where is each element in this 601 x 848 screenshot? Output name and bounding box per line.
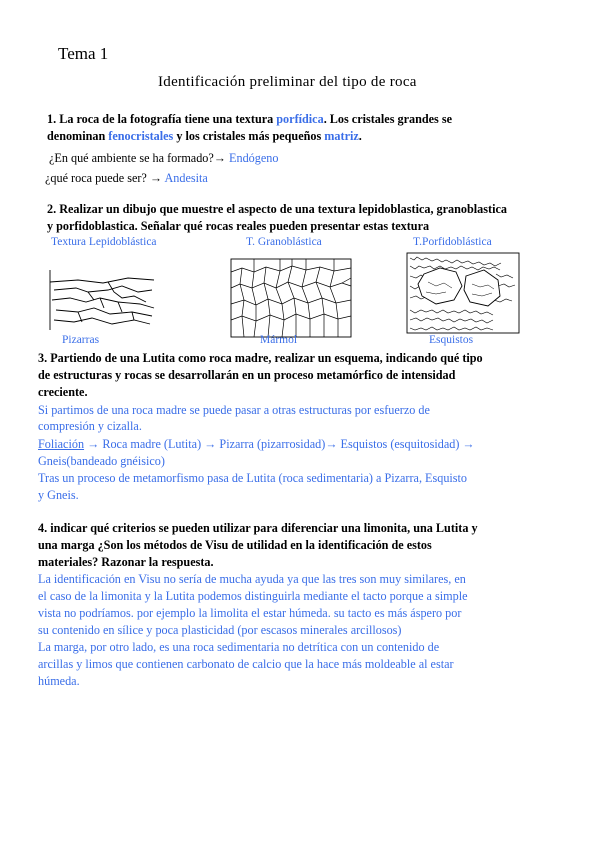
q1-ask-environment: ¿En qué ambiente se ha formado?→ Endógeno [49,151,279,165]
q4-answer-line-3: vista no podríamos. por ejemplo la limolita el estar húmeda. su tacto es más áspero por [38,606,462,620]
q3-foliation-chain: Foliación → Roca madre (Lutita) → Pizarra (pizarrosidad)→ Esquistos (esquitosidad) → [38,437,475,451]
q4-answer-line-7: húmeda. [38,674,80,688]
page-title: Identificación preliminar del tipo de roca [158,74,417,90]
q3-answer-line-3: Tras un proceso de metamorfismo pasa de Lutita (roca sedimentaria) a Pizarra, Esquisto [38,471,468,485]
q4-answer-line-5: La marga, por otro lado, es una roca sedimentaria no detrítica con un contenido de [38,640,440,654]
q4-answer-line-6: arcillas y limos que contienen carbonato de calcio que la hace más moldeable al estar [38,657,454,671]
q1-ask-rock: ¿qué roca puede ser? → Andesita [45,171,208,185]
section-heading: Tema 1 [58,44,109,63]
q4-line-3: materiales? Razonar la respuesta. [38,555,214,569]
q1-line-1: 1. La roca de la fotografía tiene una textura porfídica. Los cristales grandes se [47,112,452,126]
q4-answer-line-2: el caso de la limonita y la Lutita podemos distinguirla mediante el tacto porque a simple [38,589,468,603]
lepidoblastic-sketch-icon [48,268,156,332]
rock-label-marmol: Mármol [260,334,298,346]
rock-label-esquistos: Esquistos [429,334,474,346]
q4-answer-line-4: su contenido en sílice y poca plasticidad (por escasos minerales arcillosos) [38,623,402,637]
q3-answer-line-4: y Gneis. [38,488,79,502]
q3-line-3: creciente. [38,385,88,399]
q4-line-2: una marga ¿Son los métodos de Visu de utilidad en la identificación de estos [38,538,432,552]
q3-line-2: de estructuras y rocas se desarrollarán en un proceso metamórfico de intensidad [38,368,456,382]
q2-line-1: 2. Realizar un dibujo que muestre el aspecto de una textura lepidoblastica, granoblastica [47,202,507,216]
granoblastic-sketch-icon [230,258,352,338]
q4-line-1: 4. indicar qué criterios se pueden utilizar para diferenciar una limonita, una Lutita y [38,521,478,535]
porphyroblastic-sketch-icon [406,252,520,334]
texture-label-lepidoblastic: Textura Lepidoblástica [51,236,157,248]
q4-answer-line-1: La identificación en Visu no sería de mucha ayuda ya que las tres son muy similares, en [38,572,466,586]
q3-answer-line-1: Si partimos de una roca madre se puede pasar a otras estructuras por esfuerzo de [38,403,430,417]
texture-label-granoblastic: T. Granoblástica [246,236,322,248]
q1-line-2: denominan fenocristales y los cristales más pequeños matriz. [47,129,362,143]
rock-label-pizarras: Pizarras [62,334,100,346]
q2-line-2: y porfidoblastica. Señalar qué rocas reales pueden presentar estas textura [47,219,430,233]
q3-line-1: 3. Partiendo de una Lutita como roca madre, realizar un esquema, indicando qué tipo [38,351,483,365]
texture-label-porphyroblastic: T.Porfidoblástica [413,236,492,248]
q3-chain-end: Gneis(bandeado gnéisico) [38,454,165,468]
q3-answer-line-2: compresión y cizalla. [38,419,142,433]
